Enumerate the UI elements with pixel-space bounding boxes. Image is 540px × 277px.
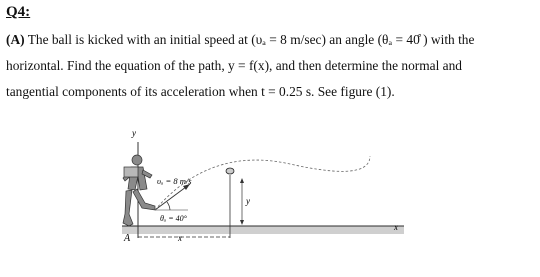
question-line-1 — [6, 27, 534, 53]
height-arrow-bottom — [240, 220, 244, 225]
ground-shading — [122, 226, 404, 234]
question-line-3: tangential components of its acceleration when t = 0.25 s. See figure (1). — [6, 84, 395, 99]
question-number: Q4: — [6, 4, 31, 20]
part-label: (A) — [6, 32, 25, 47]
projectile-diagram — [110, 126, 410, 276]
figure-1 — [110, 126, 410, 276]
height-arrow-top — [240, 178, 244, 183]
ball — [226, 168, 234, 174]
question-line-1-text: The ball is kicked with an initial speed at (υₐ = 8 m/sec) an angle (θₐ = 40̊ ) with the — [24, 32, 475, 47]
distance-label: x — [178, 233, 182, 243]
question-line-2: horizontal. Find the equation of the path, y = f(x), and then determine the normal and — [6, 58, 463, 73]
x-axis-label: x — [394, 222, 398, 232]
y-axis-label: y — [132, 128, 136, 138]
angle-label: θₐ = 40° — [160, 214, 187, 223]
question-text — [6, 27, 534, 105]
height-label: y — [246, 196, 250, 206]
origin-label: A — [124, 233, 131, 244]
kicker-figure — [123, 155, 155, 226]
angle-arc — [167, 202, 170, 210]
speed-label: υₐ = 8 m/s — [157, 176, 192, 186]
